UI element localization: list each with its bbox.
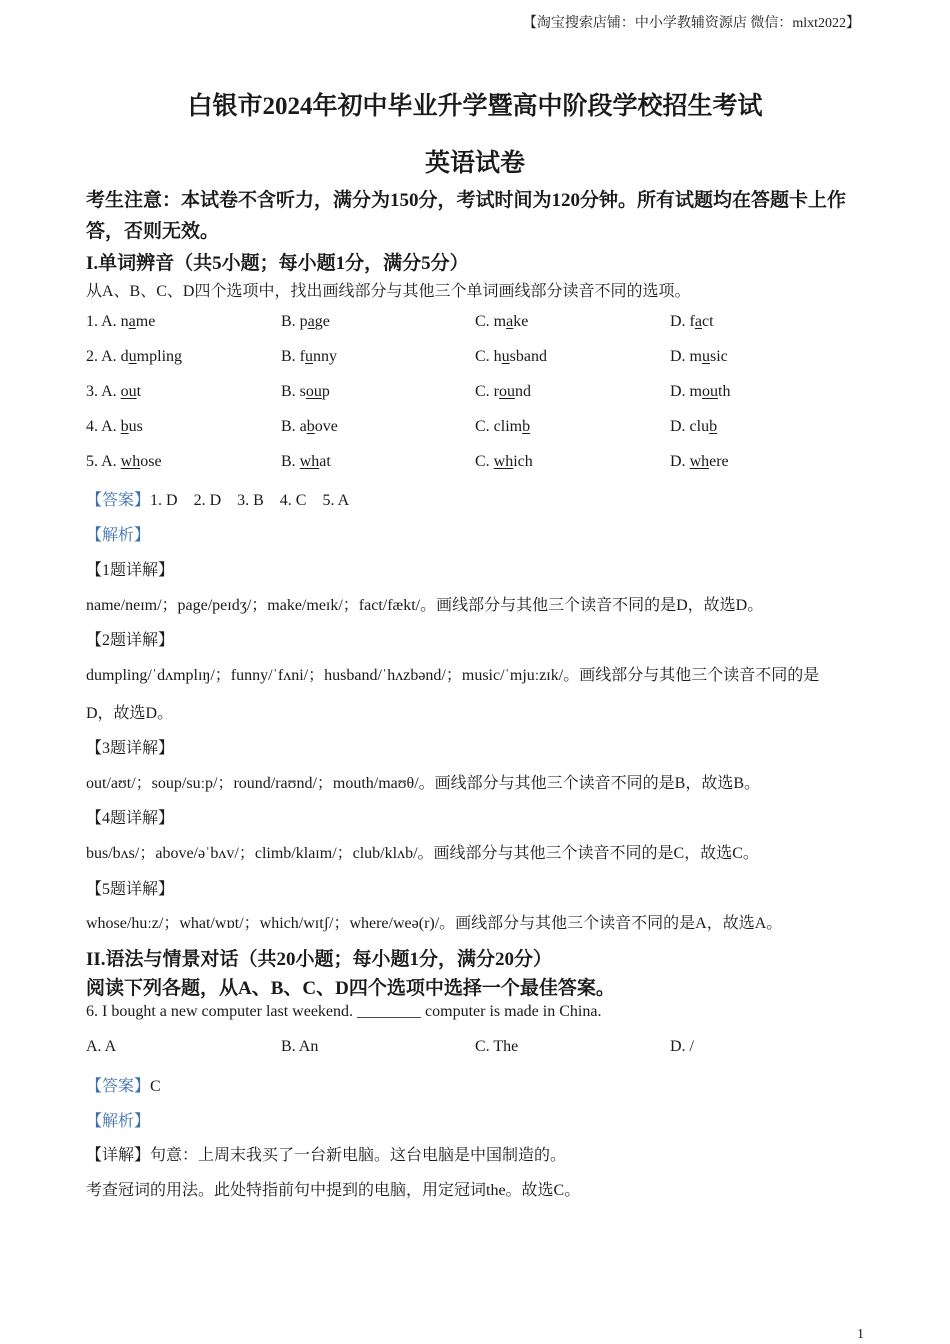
shop-header-note: 【淘宝搜索店铺：中小学教辅资源店 微信：mlxt2022】 — [522, 16, 860, 31]
page-number: 1 — [857, 1327, 864, 1342]
detail-text: 句意：上周末我买了一台新电脑。这台电脑是中国制造的。 — [150, 1147, 567, 1164]
question-6-stem: 6. I bought a new computer last weekend. ________ computer is made in China. — [86, 1003, 602, 1020]
option-text: B. page — [281, 313, 330, 330]
section2-heading: II.语法与情景对话（共20小题；每小题1分，满分20分） — [86, 949, 553, 970]
detail-text-continued: D，故选D。 — [86, 705, 174, 722]
option-text: A. A — [86, 1038, 117, 1055]
option-text: C. round — [475, 383, 531, 400]
detail-text: whose/huːz/；what/wɒt/；which/wɪtʃ/；where/weə(r)/。画线部分与其他三个读音不同的是A，故选A。 — [86, 915, 783, 932]
exam-subtitle: 英语试卷 — [424, 150, 525, 177]
question-6-explanation: 考查冠词的用法。此处特指前句中提到的电脑，用定冠词the。故选C。 — [86, 1182, 581, 1199]
option-text: 2. A. dumpling — [86, 348, 183, 365]
answer-label: 【答案】 — [86, 492, 151, 509]
option-text: D. club — [670, 418, 718, 435]
section1-instruction: 从A、B、C、D四个选项中，找出画线部分与其他三个单词画线部分读音不同的选项。 — [86, 283, 691, 300]
detail-label: 【详解】 — [86, 1147, 151, 1164]
option-text: D. mouth — [670, 383, 731, 400]
option-text: B. above — [281, 418, 338, 435]
detail-label: 【3题详解】 — [86, 740, 175, 757]
answer-text: C — [150, 1078, 161, 1095]
option-text: 4. A. bus — [86, 418, 143, 435]
detail-text: out/aʊt/；soup/suːp/；round/raʊnd/；mouth/maʊθ/。画线部分与其他三个读音不同的是B，故选B。 — [86, 775, 761, 792]
option-text: B. An — [281, 1038, 319, 1055]
option-text: C. which — [475, 453, 533, 470]
option-text: B. funny — [281, 348, 337, 365]
option-text: C. The — [475, 1038, 519, 1055]
detail-label: 【4题详解】 — [86, 810, 175, 827]
option-text: D. / — [670, 1038, 694, 1055]
option-text: D. music — [670, 348, 728, 365]
detail-label: 【1题详解】 — [86, 562, 175, 579]
option-text: C. make — [475, 313, 529, 330]
question-6-detail — [86, 1142, 566, 1165]
detail-text: dumpling/ˈdʌmplɪŋ/；funny/ˈfʌni/；husband/ˈhʌzbənd/；music/ˈmjuːzɪk/。画线部分与其他三个读音不同的是 — [86, 667, 820, 684]
option-text: 1. A. name — [86, 313, 156, 330]
option-text: D. fact — [670, 313, 714, 330]
answer-label: 【答案】 — [86, 1078, 151, 1095]
section1-answer — [86, 487, 349, 510]
option-text: 3. A. out — [86, 383, 142, 400]
analysis-label: 【解析】 — [86, 527, 151, 544]
detail-text: name/neɪm/；page/peɪdʒ/；make/meɪk/；fact/fækt/。画线部分与其他三个读音不同的是D，故选D。 — [86, 597, 764, 614]
option-text: B. what — [281, 453, 331, 470]
question-6-answer — [86, 1073, 161, 1096]
answer-text: 1. D 2. D 3. B 4. C 5. A — [150, 492, 350, 509]
option-text: C. climb — [475, 418, 531, 435]
analysis-label: 【解析】 — [86, 1113, 151, 1130]
detail-label: 【5题详解】 — [86, 881, 175, 898]
detail-label: 【2题详解】 — [86, 632, 175, 649]
section2-instruction: 阅读下列各题，从A、B、C、D四个选项中选择一个最佳答案。 — [86, 978, 615, 999]
option-text: 5. A. whose — [86, 453, 162, 470]
option-text: D. where — [670, 453, 729, 470]
option-text: C. husband — [475, 348, 547, 365]
section1-heading: I.单词辨音（共5小题；每小题1分，满分5分） — [86, 253, 469, 274]
candidate-notice: 考生注意：本试卷不含听力，满分为150分，考试时间为120分钟。所有试题均在答题卡上作答，否则无效。 — [86, 190, 847, 242]
detail-text: bus/bʌs/；above/əˈbʌv/；climb/klaɪm/；club/klʌb/。画线部分与其他三个读音不同的是C，故选C。 — [86, 845, 759, 862]
option-text: B. soup — [281, 383, 330, 400]
exam-title: 白银市2024年初中毕业升学暨高中阶段学校招生考试 — [187, 93, 763, 120]
